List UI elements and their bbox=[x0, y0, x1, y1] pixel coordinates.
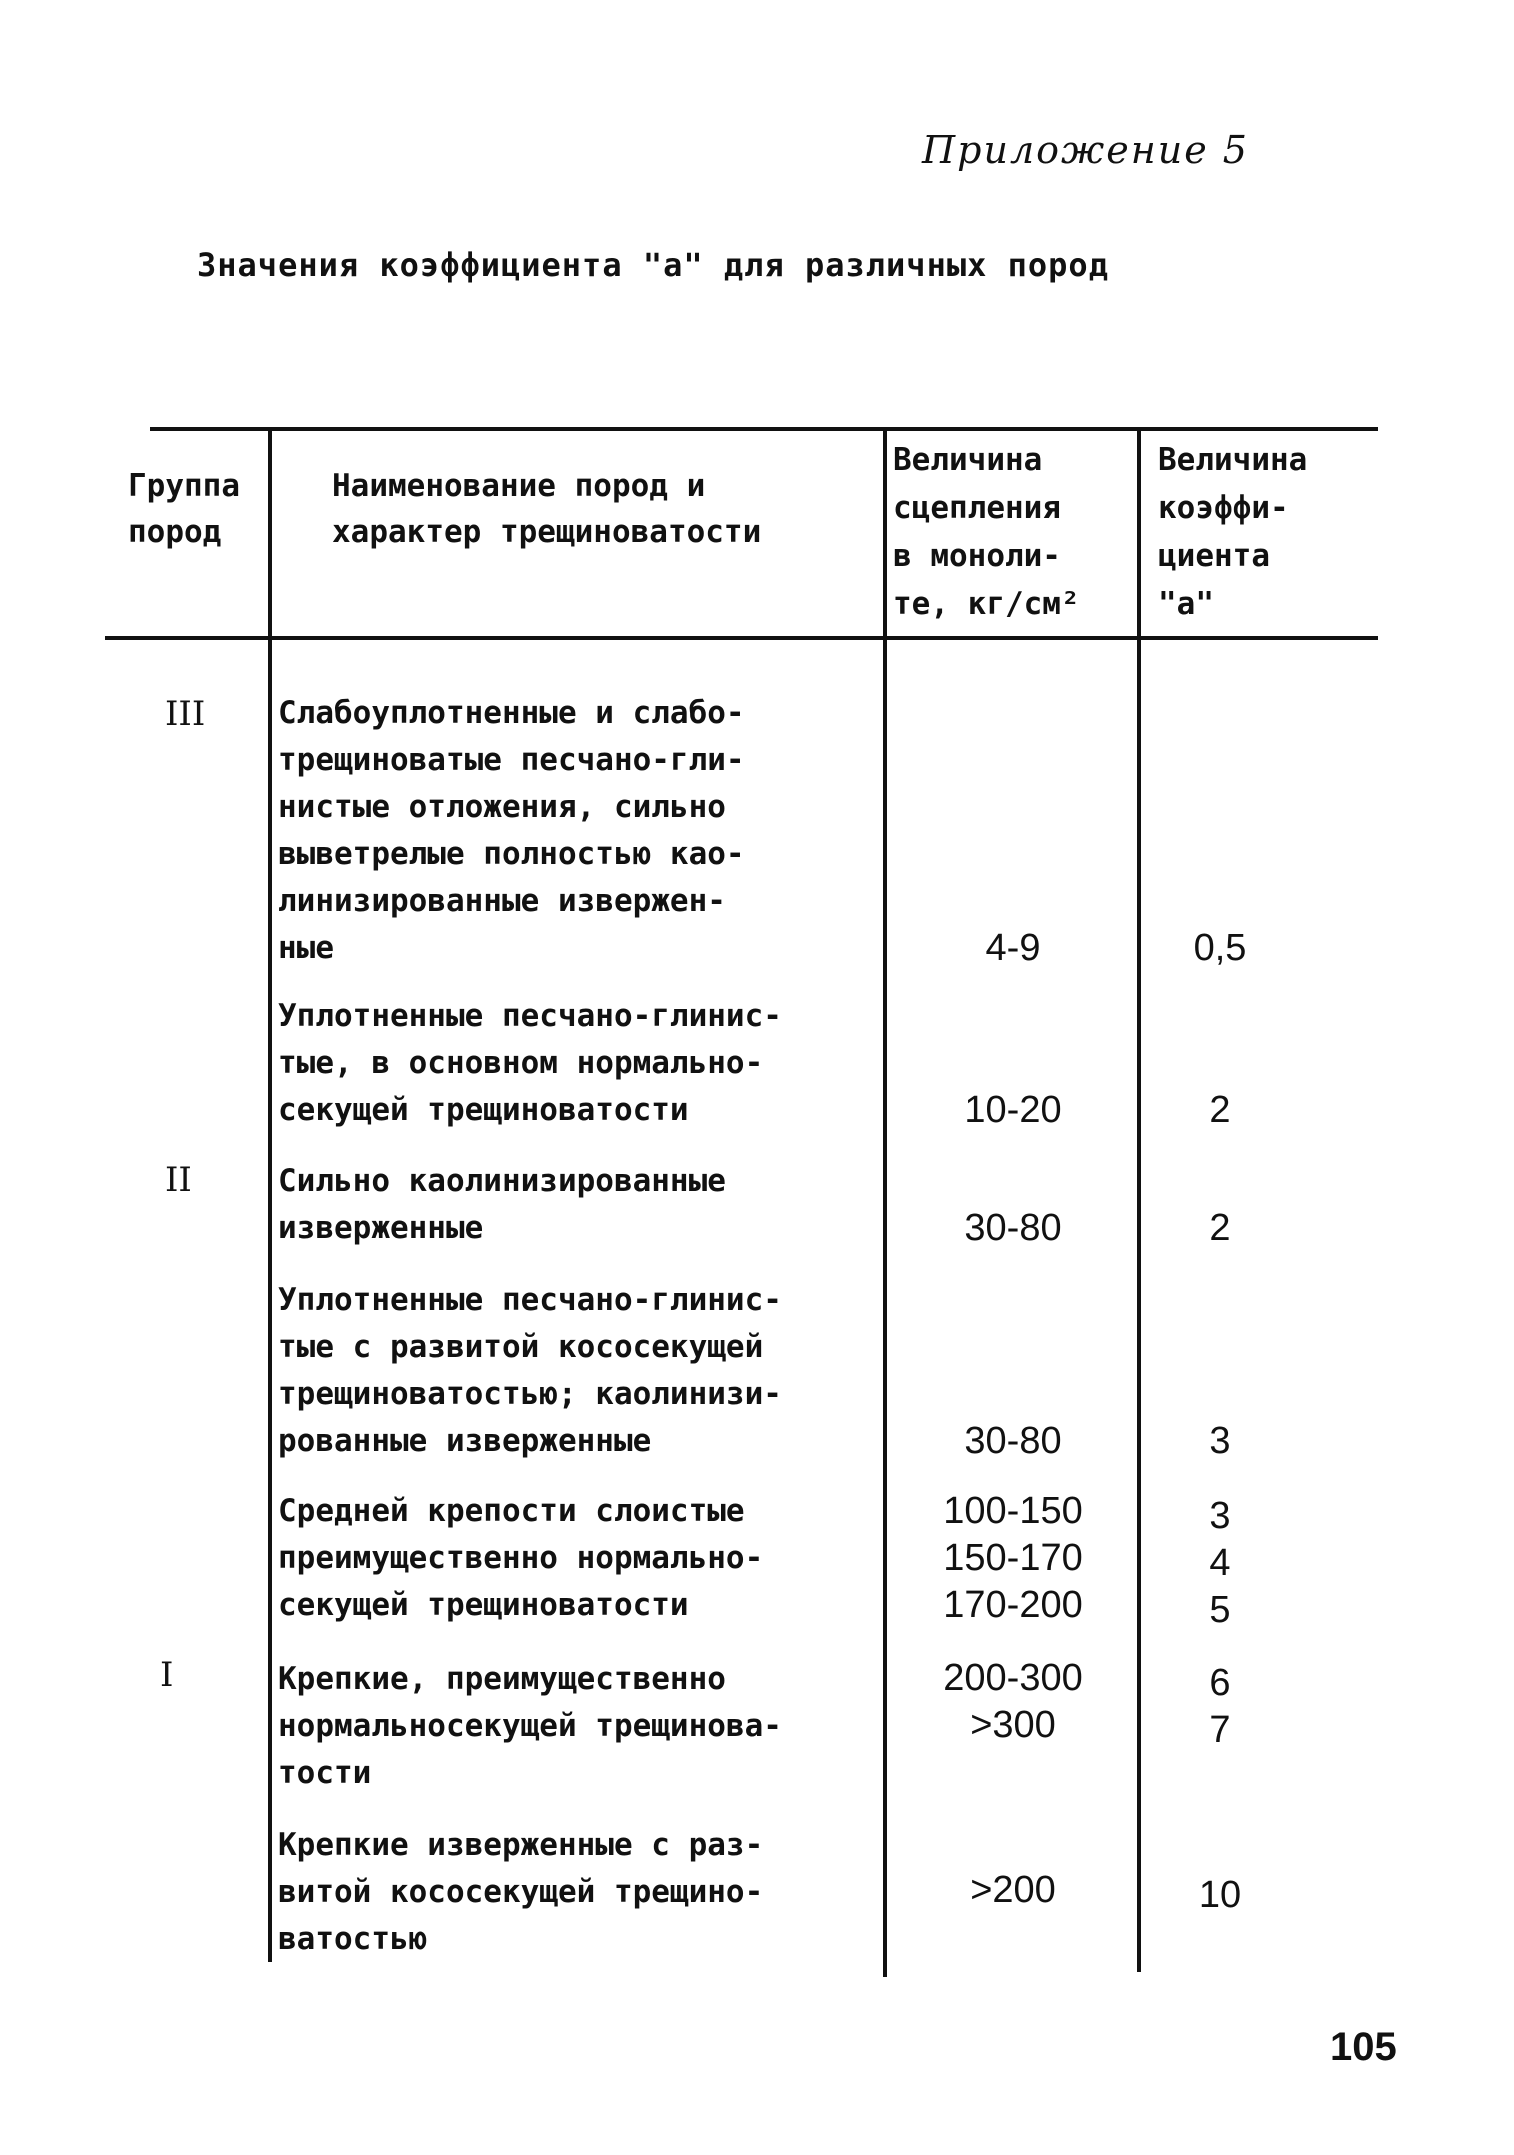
appendix-label: Приложение 5 bbox=[922, 128, 1249, 172]
group-label-III: III bbox=[165, 694, 206, 734]
cohesion-values-row-5: 100-150 150-170 170-200 bbox=[943, 1490, 1083, 1626]
rock-name-row-1: Слабоуплотненные и слабо- трещиноватые песчано-гли- нистые отложения, сильно выветрелые полностью као- линизированные извержен- ные bbox=[278, 695, 745, 966]
coefficient-value-row-4: 3 bbox=[1209, 1420, 1231, 1462]
coefficient-values-row-5: 3 4 5 bbox=[1209, 1495, 1231, 1631]
table-title: Значения коэффициента "а" для различных пород bbox=[197, 246, 1109, 284]
cohesion-value-row-1: 4-9 bbox=[985, 927, 1041, 969]
column-header-coefficient: Величина коэффи- циента "а" bbox=[1158, 442, 1308, 622]
coefficient-values-row-6: 6 7 bbox=[1209, 1662, 1231, 1751]
column-header-name: Наименование пород и характер трещиноватости bbox=[332, 468, 762, 550]
group-label-I: I bbox=[160, 1655, 174, 1695]
coefficient-value-row-7: 10 bbox=[1198, 1874, 1242, 1916]
cohesion-value-row-4: 30-80 bbox=[964, 1420, 1062, 1462]
cohesion-value-row-2: 10-20 bbox=[964, 1089, 1062, 1131]
table-top-rule bbox=[150, 427, 1378, 431]
rock-name-row-3: Сильно каолинизированные изверженные bbox=[278, 1163, 726, 1246]
column-header-group: Группа пород bbox=[128, 468, 240, 550]
rock-name-row-7: Крепкие изверженные с раз- витой кососекущей трещино- ватостью bbox=[278, 1827, 764, 1957]
coefficient-value-row-1: 0,5 bbox=[1193, 927, 1247, 969]
rock-name-row-6: Крепкие, преимущественно нормальносекущей трещинова- тости bbox=[278, 1661, 782, 1791]
cohesion-value-row-3: 30-80 bbox=[964, 1207, 1062, 1249]
rock-name-row-4: Уплотненные песчано-глинис- тые с развитой кососекущей трещиноватостью; каолинизи- рованные изверженные bbox=[278, 1282, 782, 1459]
coefficient-value-row-2: 2 bbox=[1209, 1089, 1231, 1131]
rock-name-row-5: Средней крепости слоистые преимущественно нормально- секущей трещиноватости bbox=[278, 1493, 764, 1623]
column-divider-2 bbox=[883, 427, 887, 1977]
coefficient-value-row-3: 2 bbox=[1209, 1207, 1231, 1249]
page-number: 105 bbox=[1330, 2025, 1397, 2069]
group-label-II: II bbox=[165, 1160, 192, 1200]
column-header-cohesion: Величина сцепления в моноли- те, кг/см² bbox=[893, 442, 1080, 622]
column-divider-1 bbox=[268, 427, 272, 1962]
cohesion-value-row-7: >200 bbox=[970, 1869, 1056, 1911]
rock-name-row-2: Уплотненные песчано-глинис- тые, в основном нормально- секущей трещиноватости bbox=[278, 998, 782, 1128]
cohesion-values-row-6: 200-300 >300 bbox=[943, 1657, 1083, 1746]
header-bottom-rule bbox=[105, 636, 1378, 640]
